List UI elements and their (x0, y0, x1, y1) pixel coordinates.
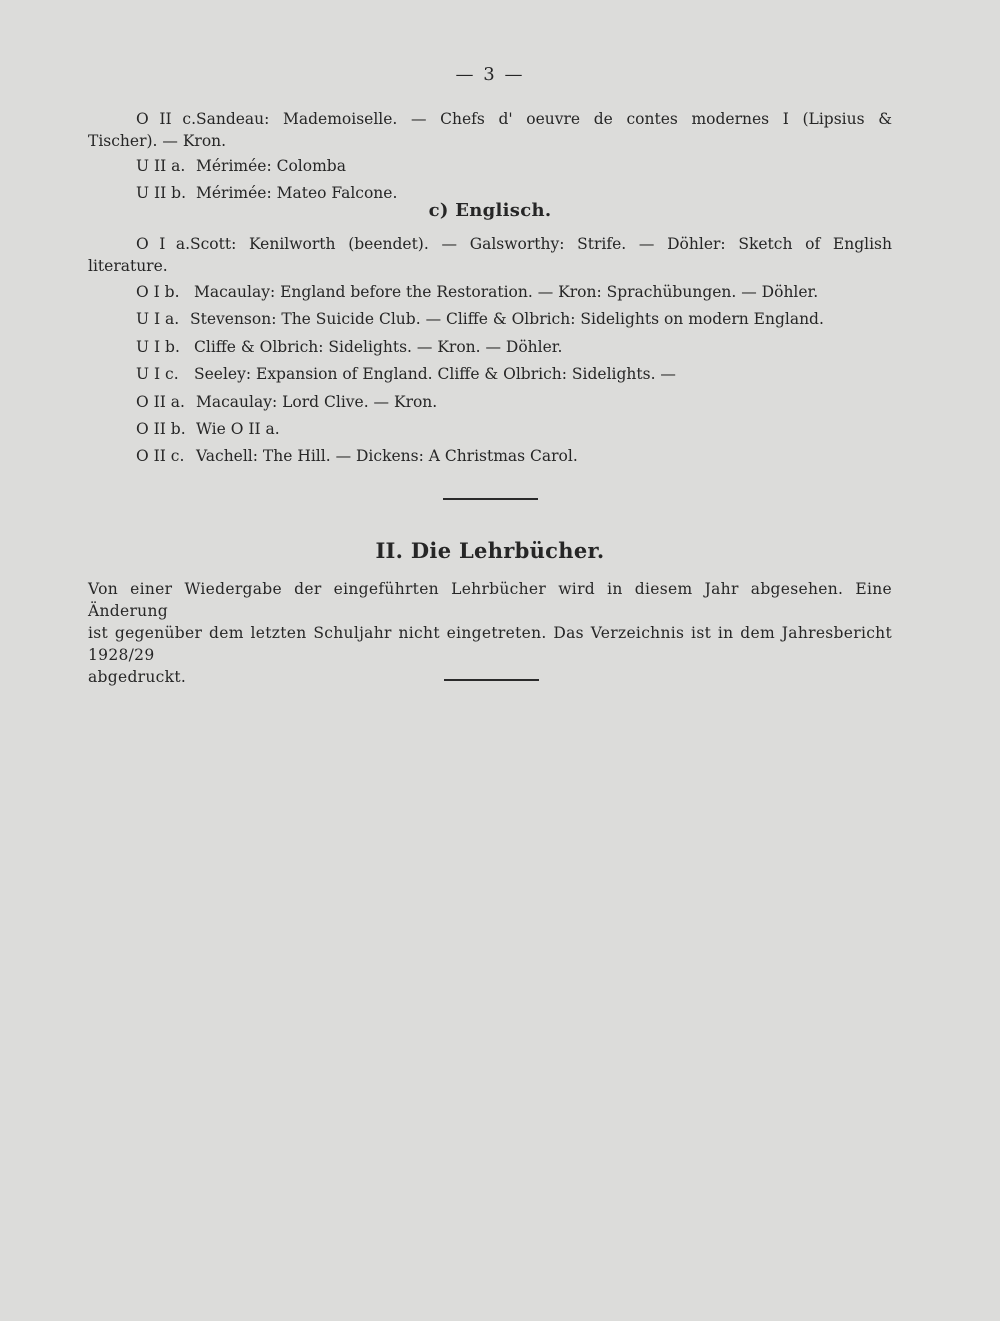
list-item (88, 418, 892, 440)
list-item (88, 391, 892, 413)
class-label: U I b. (136, 338, 180, 356)
class-label: O II a. (136, 393, 185, 411)
class-label: O II c. (136, 110, 196, 128)
paragraph-line: abgedruckt. (88, 668, 187, 686)
paragraph (88, 578, 892, 688)
section-heading-english: c) Englisch. (428, 200, 552, 221)
entry-text: Vachell: The Hill. — Dickens: A Christmas Carol. (196, 447, 578, 465)
entry-text: Seeley: Expansion of England. Cliffe & Olbrich: Sidelights. — (194, 365, 676, 383)
entry-text: Macaulay: England before the Restoration. — Kron: Sprachübungen. — Döhler. (194, 283, 819, 301)
class-label: O II c. (136, 447, 185, 465)
class-label: U I a. (136, 310, 180, 328)
list-item (88, 308, 892, 330)
list-item (88, 233, 892, 277)
list-item (88, 363, 892, 385)
paragraph-line: Von einer Wiedergabe der eingeführten Lehrbücher wird in diesem Jahr abgesehen. Eine Änderung (88, 580, 892, 620)
section-heading-lehrbuecher: II. Die Lehrbücher. (375, 538, 605, 563)
list-item (88, 445, 892, 467)
divider (443, 498, 538, 500)
entry-text: Stevenson: The Suicide Club. — Cliffe & Olbrich: Sidelights on modern England. (190, 310, 824, 328)
entry-text: Mérimée: Mateo Falcone. (196, 184, 398, 202)
class-label: U I c. (136, 365, 179, 383)
class-label: U II a. (136, 157, 186, 175)
divider (444, 679, 539, 681)
entry-text: Cliffe & Olbrich: Sidelights. — Kron. — Döhler. (194, 338, 563, 356)
entry-text: Sandeau: Mademoiselle. — Chefs d' oeuvre de contes modernes I (Lipsius & (196, 110, 892, 128)
page-number: — 3 — (455, 64, 525, 85)
entry-text: Scott: Kenilworth (beendet). — Galsworthy: Strife. — Döhler: Sketch of English (190, 235, 892, 253)
entry-text-continued: Tischer). — Kron. (88, 132, 227, 150)
list-item (88, 281, 892, 303)
entry-text: Mérimée: Colomba (196, 157, 346, 175)
list-item (88, 108, 892, 152)
class-label: O I a. (136, 235, 190, 253)
entry-text-continued: literature. (88, 257, 168, 275)
class-label: U II b. (136, 184, 187, 202)
entry-text: Macaulay: Lord Clive. — Kron. (196, 393, 438, 411)
class-label: O II b. (136, 420, 186, 438)
list-item (88, 155, 892, 177)
list-item (88, 336, 892, 358)
paragraph-line: ist gegenüber dem letzten Schuljahr nicht eingetreten. Das Verzeichnis ist in dem Jahresbericht 1928/29 (88, 624, 892, 664)
entry-text: Wie O II a. (196, 420, 280, 438)
class-label: O I b. (136, 283, 180, 301)
